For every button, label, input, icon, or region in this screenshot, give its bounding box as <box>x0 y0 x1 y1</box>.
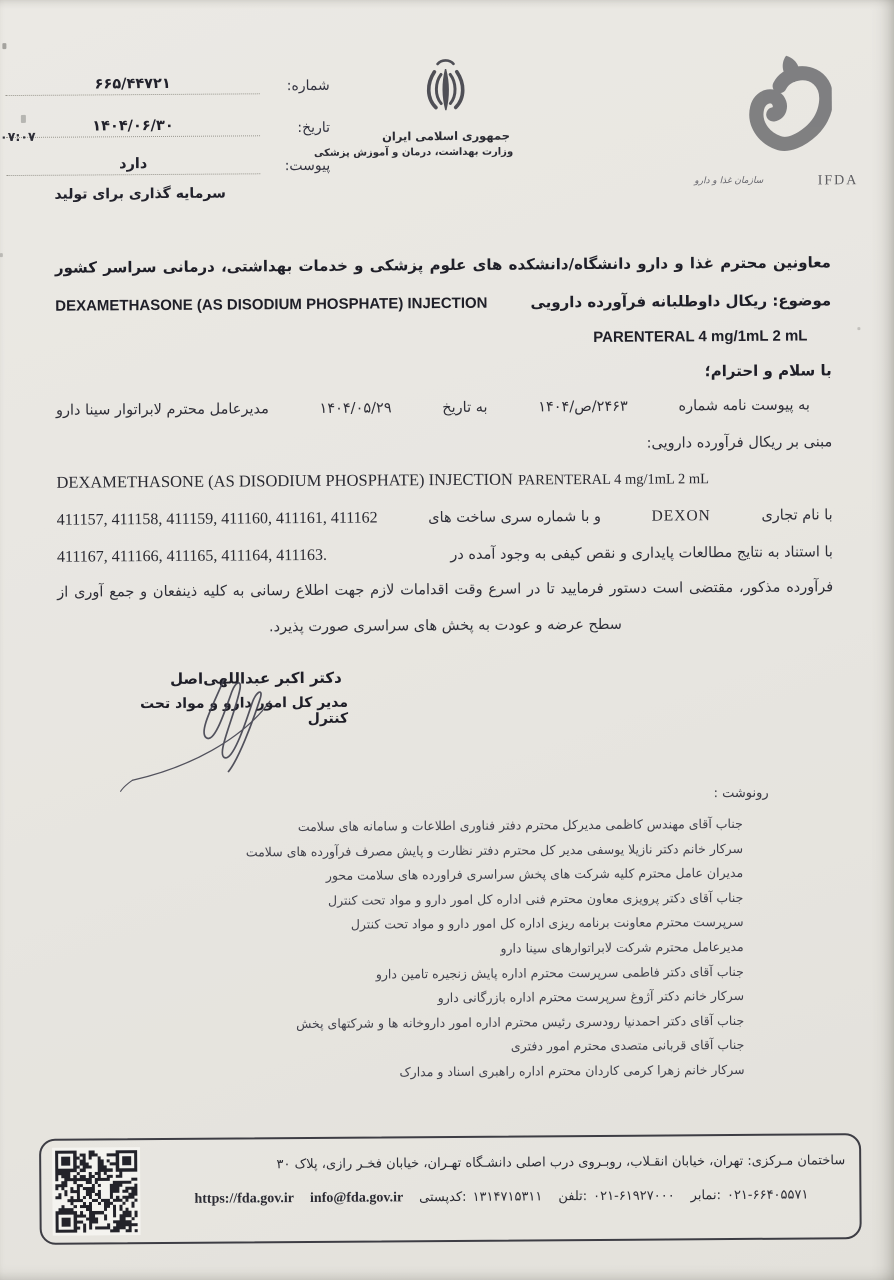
fax-label: نمابر: <box>690 1188 721 1204</box>
year-slogan: سرمایه گذاری برای تولید <box>54 185 226 203</box>
cc-item: جناب آقای قربانی متصدی محترم امور دفتری <box>510 1037 745 1054</box>
brand-name: DEXON <box>651 507 711 525</box>
body-line-2: مبنی بر ریکال فرآورده دارویی: <box>646 434 833 452</box>
footer-phone <box>558 1188 674 1204</box>
postal-label: کدپستی: <box>419 1189 467 1206</box>
scan-artifact <box>857 327 860 330</box>
body-drug-line <box>56 467 832 492</box>
body-drug-name: DEXAMETHASONE (AS DISODIUM PHOSPHATE) INJECTION <box>56 469 513 492</box>
body-line-6: فرآورده مذکور، مقتضی است دستور فرمایید تا در اسرع وقت اقدامات لازم جهت اطلاع رسانی به کلیه ذینفعان و جمع آوری از <box>57 579 834 601</box>
subject-line <box>55 291 831 314</box>
footer-website: https://fda.gov.ir <box>194 1191 295 1207</box>
cc-item: مدیرعامل محترم شرکت لابراتوارهای سینا دارو <box>500 938 744 956</box>
attachment-label: پیوست: <box>284 157 331 175</box>
signature-scribble <box>112 673 349 793</box>
ifda-logo-icon <box>727 53 832 166</box>
cc-item: سرکار خانم دکتر نازیلا یوسفی مدیر کل محترم دفتر نظارت و پایش مصرف فرآورده های سلامت <box>245 840 744 860</box>
cc-list <box>59 812 745 1087</box>
emblem-country-name: جمهوری اسلامی ایران <box>382 128 511 144</box>
scan-artifact <box>0 253 3 257</box>
footer-text <box>153 1135 850 1242</box>
body-ref-intro: به پیوست نامه شماره <box>678 397 810 415</box>
cc-item: جناب آقای دکتر احمدنیا رودسری رئیس محترم اداره امور داروخانه ها و شرکتهای پخش <box>296 1012 745 1031</box>
body-line-5 <box>57 540 833 569</box>
addressee-line: معاونین محترم غذا و دارو دانشگاه/دانشکده های علوم پزشکی و خدمات بهداشتی، درمانی سراسر کشور <box>54 253 831 277</box>
brand-intro: با نام تجاری <box>761 507 833 524</box>
batch-numbers-2: 411167, 411166, 411165, 411164, 411163. <box>56 546 328 566</box>
salutation: با سلام و احترام؛ <box>704 361 832 381</box>
letter-number-row <box>6 75 330 96</box>
attachment-value: دارد <box>6 155 260 176</box>
postal-value: ۱۳۱۴۷۱۵۳۱۱ <box>472 1189 543 1205</box>
body-ref-number: ۲۴۶۳/ص/۱۴۰۴ <box>538 398 628 416</box>
body-line-1 <box>56 395 832 421</box>
signatory-title: مدیر کل امور دارو و مواد تحت کنترل <box>139 694 349 727</box>
attachment-row <box>6 155 330 176</box>
scan-artifact <box>21 115 26 123</box>
batch-intro: و با شماره سری ساخت های <box>428 508 602 527</box>
iran-emblem-icon <box>412 52 479 126</box>
date-label: تاریخ: <box>297 119 331 137</box>
qr-code <box>52 1147 141 1236</box>
cc-item: جناب آقای دکتر پرویزی معاون محترم فنی اداره کل امور دارو و مواد تحت کنترل <box>327 889 744 908</box>
cc-item: سرکار خانم دکتر آژوغ سرپرست محترم اداره بازرگانی دارو <box>437 988 745 1006</box>
body-stability-text: با استناد به نتایج مطالعات پایداری و نقص کیفی به وجود آمده در <box>450 544 834 563</box>
footer-fax <box>691 1187 809 1203</box>
number-value: ۶۶۵/۴۴۷۲۱ <box>6 75 260 96</box>
cc-item: جناب آقای دکتر فاطمی سرپرست محترم اداره پایش زنجیره تامین دارو <box>375 963 744 982</box>
stamp-time: ۰۷:۰۷ <box>0 128 36 145</box>
subject-fa: موضوع: ریکال داوطلبانه فرآورده دارویی <box>530 291 832 312</box>
ifda-org-name: سازمان غذا و دارو <box>694 175 764 187</box>
footer-email: info@fda.gov.ir <box>309 1190 404 1206</box>
scan-artifact <box>2 43 6 49</box>
subject-drug-form: PARENTERAL 4 mg/1mL 2 mL <box>593 327 808 346</box>
cc-item: مدیران عامل محترم کلیه شرکت های پخش سراسری فراورده های سلامت محور <box>325 865 744 884</box>
date-value: ۱۴۰۴/۰۶/۳۰ <box>6 117 260 138</box>
fax-value: ۰۲۱-۶۶۴۰۵۵۷۱ <box>726 1187 809 1204</box>
footer-contacts <box>153 1187 849 1208</box>
body-drug-form: PARENTERAL 4 mg/1mL 2 mL <box>517 471 710 489</box>
cc-item: سرپرست محترم معاونت برنامه ریزی اداره کل امور دارو و مواد تحت کنترل <box>350 914 744 933</box>
phone-label: تلفن: <box>558 1189 588 1205</box>
body-ref-date: ۱۴۰۴/۰۵/۲۹ <box>319 400 392 417</box>
body-ref-date-label: به تاریخ <box>442 399 488 417</box>
cc-label: رونوشت : <box>713 785 769 802</box>
phone-value: ۰۲۱-۶۱۹۲۷۰۰۰ <box>593 1188 675 1204</box>
body-line-7: سطح عرضه و عودت به پخش های سراسری صورت پذیرد. <box>268 616 622 636</box>
ifda-logo <box>695 53 864 196</box>
body-ref-company: مدیرعامل محترم لابراتوار سینا دارو <box>55 401 269 419</box>
body-line-4 <box>57 503 833 532</box>
ifda-acronym: IFDA <box>817 173 859 189</box>
signatory-name: دکتر اکبر عبداللهی‌اصل <box>170 668 342 688</box>
footer-postal <box>419 1189 542 1205</box>
letter-date-row <box>6 117 330 138</box>
batch-numbers-1: 411157, 411158, 411159, 411160, 411161, 411162 <box>56 509 378 529</box>
cc-item: سرکار خانم زهرا کرمی کاردان محترم اداره راهبری اسناد و مدارک <box>399 1061 745 1080</box>
cc-item: جناب آقای مهندس کاظمی مدیرکل محترم دفتر فناوری اطلاعات و سامانه های سلامت <box>297 815 743 835</box>
letterhead-footer <box>39 1133 862 1245</box>
emblem-ministry-name: وزارت بهداشت، درمان و آموزش پزشکی <box>313 146 514 159</box>
footer-address: ساختمان مـرکزی: تهران، خیابان انقـلاب، روبـروی درب اصلی دانشـگاه تهـران، خیابان فخـر رازی، پلاک ۳۰ <box>276 1153 846 1173</box>
subject-drug-name: DEXAMETHASONE (AS DISODIUM PHOSPHATE) INJECTION <box>55 294 488 315</box>
number-label: شماره: <box>286 77 330 95</box>
